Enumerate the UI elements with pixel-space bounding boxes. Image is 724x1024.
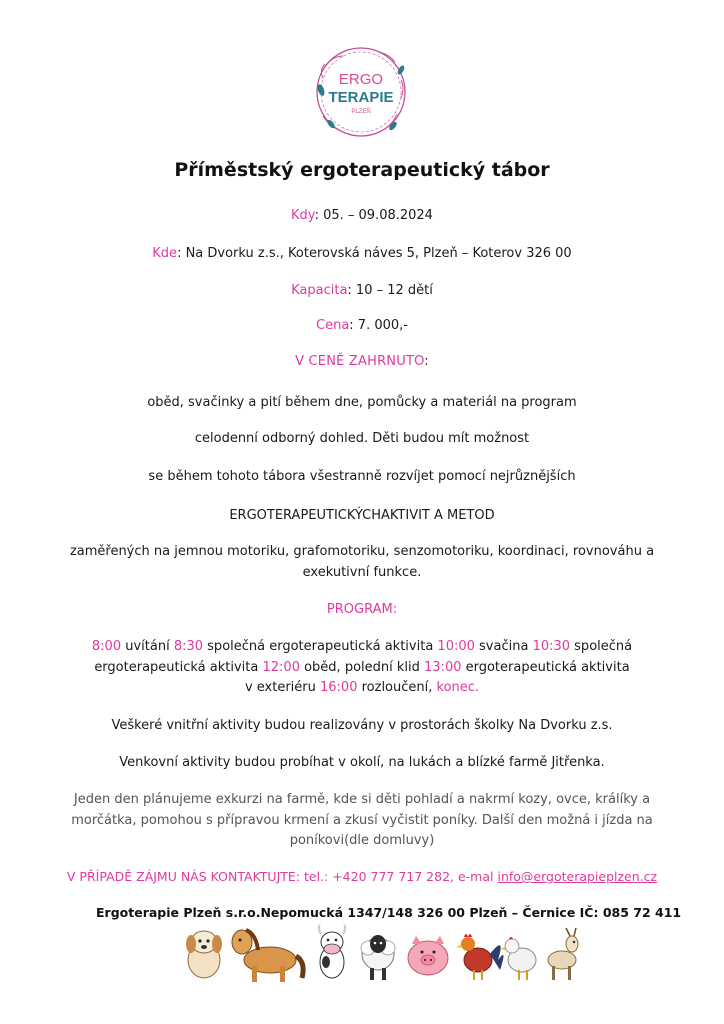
included-line-4: ERGOTERAPEUTICKÝCHAKTIVIT A METOD bbox=[229, 508, 495, 523]
program-time-3: 10:00 bbox=[437, 639, 475, 654]
program-end: konec. bbox=[436, 680, 480, 695]
included-line-2: celodenní odborný dohled. Děti budou mít možnost bbox=[194, 431, 530, 446]
logo-line-1: ERGO bbox=[338, 71, 384, 88]
excursion-line-2: morčátka, pomohou s přípravou krmení a zkusí vyčistit poníky. Další den možná i jízda na bbox=[71, 813, 653, 828]
kdy-label: Kdy bbox=[291, 208, 315, 223]
info-kdy bbox=[30, 206, 694, 226]
kapacita-label: Kapacita bbox=[291, 283, 348, 298]
hen-icon bbox=[500, 937, 536, 980]
program-line-2 bbox=[30, 658, 694, 678]
page-title: Příměstský ergoterapeutický tábor bbox=[174, 159, 550, 181]
sheep-icon bbox=[361, 935, 395, 980]
cena-value: : 7. 000,- bbox=[349, 318, 408, 333]
program-activity-4b: ergoterapeutická aktivita bbox=[94, 660, 263, 675]
kapacita-value: : 10 – 12 dětí bbox=[347, 283, 433, 298]
excursion-line-3: poníkovi(dle domluvy) bbox=[289, 833, 435, 848]
included-heading-text: V CENĚ ZAHRNUTO bbox=[295, 354, 425, 369]
program-time-5: 12:00 bbox=[262, 660, 300, 675]
info-cena bbox=[30, 316, 694, 336]
included-heading-colon: : bbox=[424, 354, 429, 369]
program-activity-6b: v exteriéru bbox=[244, 680, 320, 695]
program-time-6: 13:00 bbox=[424, 660, 462, 675]
info-kapacita bbox=[30, 281, 694, 301]
animals-strip bbox=[180, 922, 580, 984]
included-line-6: exekutivní funkce. bbox=[302, 565, 422, 580]
dog-icon bbox=[186, 931, 222, 978]
program-activity-5: oběd, polední klid bbox=[299, 660, 425, 675]
program-line-1 bbox=[30, 637, 694, 657]
logo-line-3: PLZEŇ bbox=[351, 109, 371, 115]
cena-label: Cena bbox=[316, 318, 350, 333]
program-line-3 bbox=[30, 678, 694, 698]
logo-line-2: TERAPIE bbox=[328, 89, 394, 106]
program-activity-6: ergoterapeutická aktivita bbox=[461, 660, 630, 675]
program-activity-3: svačina bbox=[474, 639, 533, 654]
program-time-1: 8:00 bbox=[91, 639, 122, 654]
program-time-7: 16:00 bbox=[320, 680, 358, 695]
included-heading bbox=[30, 352, 694, 372]
program-activity-1: uvítání bbox=[121, 639, 174, 654]
pig-icon bbox=[408, 936, 448, 975]
included-line-5: zaměřených na jemnou motoriku, grafomotoriku, senzomotoriku, koordinaci, rovnováhu a bbox=[69, 544, 655, 559]
included-line-3: se během tohoto tábora všestranně rozvíjet pomocí nejrůznějších bbox=[148, 469, 576, 484]
rooster-icon bbox=[456, 934, 504, 980]
kde-label: Kde bbox=[152, 246, 178, 261]
contact-text: V PŘÍPADĚ ZÁJMU NÁS KONTAKTUJTE: tel.: +420 777 717 282, e-mal bbox=[66, 869, 498, 884]
program-time-4: 10:30 bbox=[532, 639, 571, 654]
kde-value: : Na Dvorku z.s., Koterovská náves 5, Plzeň – Koterov 326 00 bbox=[177, 246, 572, 261]
cow-icon bbox=[319, 925, 346, 978]
program-activity-2: společná ergoterapeutická aktivita bbox=[203, 639, 438, 654]
program-time-2: 8:30 bbox=[173, 639, 204, 654]
program-activity-7: rozloučení, bbox=[357, 680, 437, 695]
outdoor-text: Venkovní aktivity budou probíhat v okolí, na lukách a blízké farmě Jitřenka. bbox=[119, 755, 605, 770]
contact-line bbox=[40, 869, 684, 884]
goat-icon bbox=[548, 928, 578, 980]
kdy-value: : 05. – 09.08.2024 bbox=[314, 208, 433, 223]
pony-icon bbox=[232, 930, 303, 982]
program-activity-4: společná bbox=[570, 639, 633, 654]
info-kde bbox=[30, 244, 694, 264]
ergoterapie-logo bbox=[309, 40, 413, 144]
excursion-line-1: Jeden den plánujeme exkurzi na farmě, kde si děti pohladí a nakrmí kozy, ovce, králíky a bbox=[73, 792, 651, 807]
program-heading: PROGRAM: bbox=[326, 602, 398, 617]
included-line-1: oběd, svačinky a pití během dne, pomůcky a materiál na program bbox=[147, 395, 577, 410]
footer-company-info: Ergoterapie Plzeň s.r.o.Nepomucká 1347/148 326 00 Plzeň – Černice IČ: 085 72 411 bbox=[96, 905, 682, 920]
indoor-text: Veškeré vnitřní aktivity budou realizovány v prostorách školky Na Dvorku z.s. bbox=[111, 718, 613, 733]
email-link[interactable]: info@ergoterapieplzen.cz bbox=[497, 869, 658, 884]
